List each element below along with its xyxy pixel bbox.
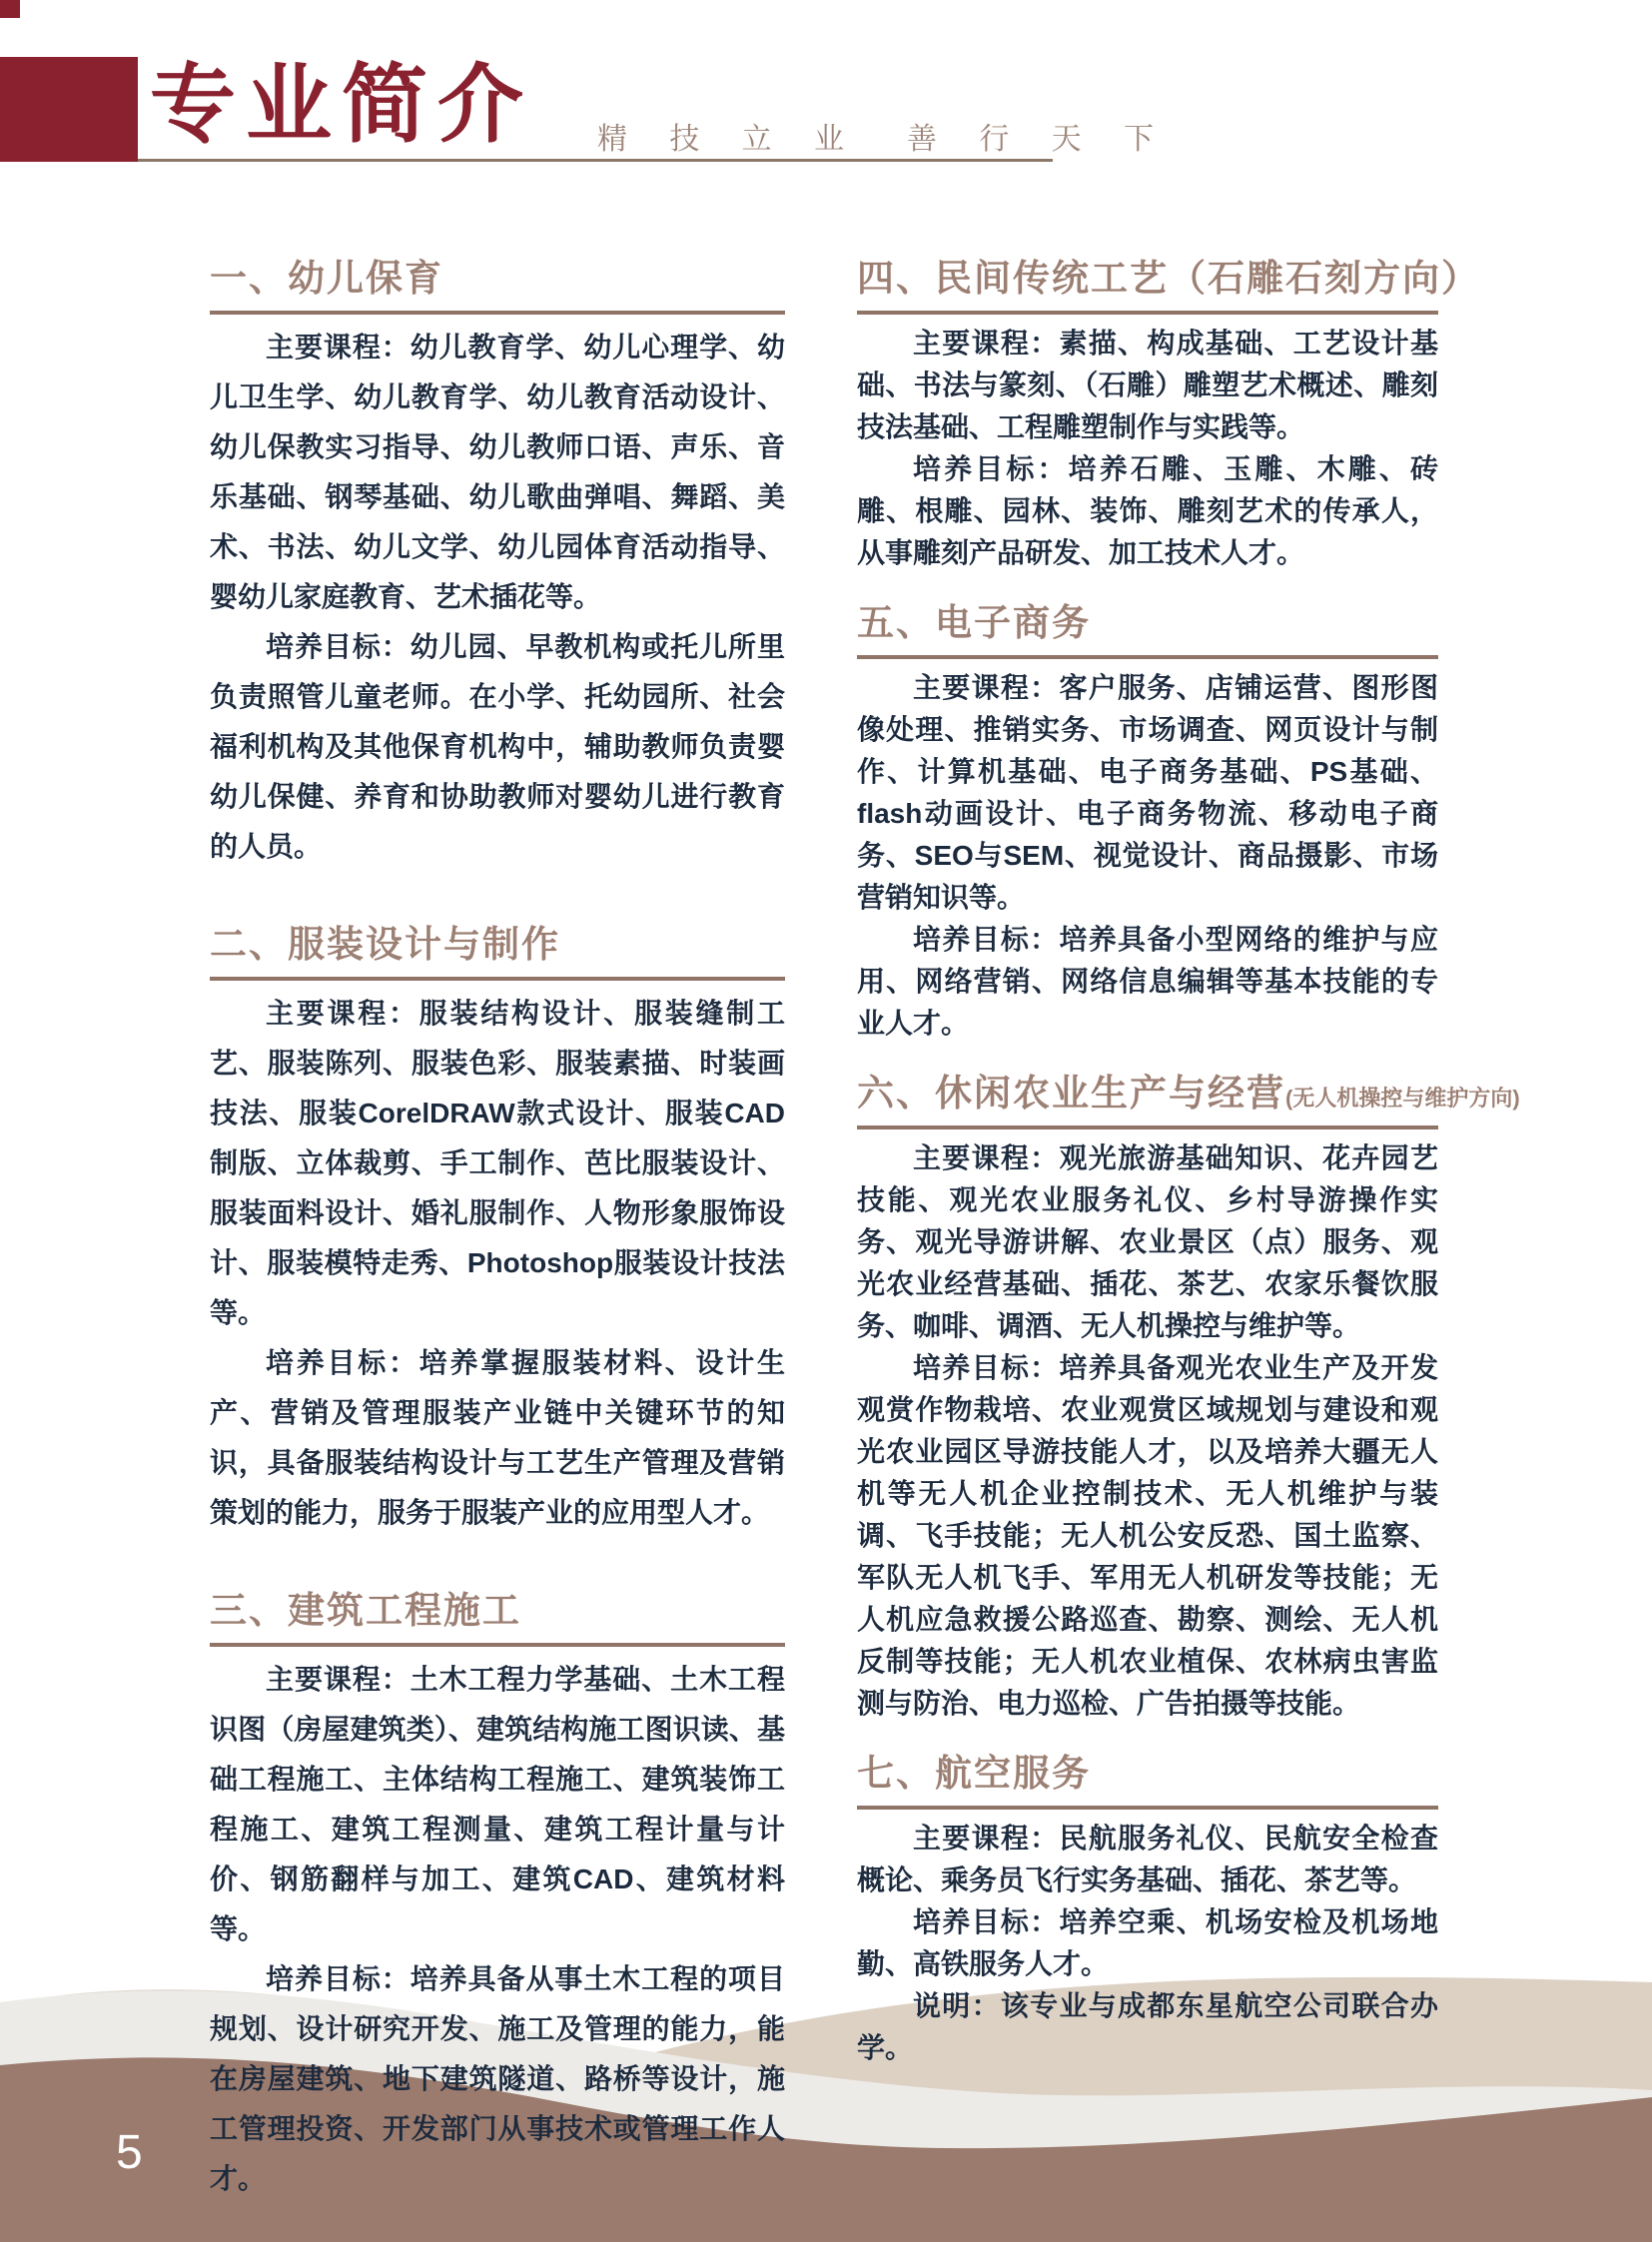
paragraph-label: 培养目标： <box>913 924 1060 955</box>
section-title-text: 三、建筑工程施工 <box>210 1590 521 1631</box>
section-paragraph <box>210 1655 785 1954</box>
section-paragraph <box>857 667 1438 919</box>
section-paragraph <box>210 1954 785 2204</box>
section-title <box>857 1753 1438 1810</box>
section-paragraph <box>857 1137 1438 1347</box>
major-section <box>210 1590 785 2204</box>
major-section <box>210 258 785 872</box>
paragraph-label: 培养目标： <box>913 1906 1060 1937</box>
section-paragraph <box>857 448 1438 574</box>
section-title-text: 七、航空服务 <box>857 1753 1091 1794</box>
section-paragraph <box>857 1901 1438 1985</box>
section-title-text: 六、休闲农业生产与经营 <box>857 1073 1285 1114</box>
major-section <box>210 924 785 1538</box>
paragraph-text: 服装结构设计、服装缝制工艺、服装陈列、服装色彩、服装素描、时装画技法、服装CorelDRAW款式设计、服装CAD制版、立体裁剪、手工制作、芭比服装设计、服装面料设计、婚礼服制作、人物形象服饰设计、服装模特走秀、Photoshop服装设计技法等。 <box>210 998 785 1328</box>
paragraph-text: 培养具备小型网络的维护与应用、网络营销、网络信息编辑等基本技能的专业人才。 <box>857 924 1438 1039</box>
school-slogan <box>597 114 1171 158</box>
section-body <box>210 989 785 1538</box>
section-body <box>857 1137 1438 1725</box>
paragraph-text: 幼儿园、早教机构或托儿所里负责照管儿童老师。在小学、托幼园所、社会福利机构及其他保育机构中，辅助教师负责婴幼儿保健、养育和协助教师对婴幼儿进行教育的人员。 <box>210 631 785 862</box>
major-section <box>857 258 1480 574</box>
section-paragraph <box>857 323 1438 448</box>
section-title-note: (无人机操控与维护方向) <box>1285 1086 1520 1111</box>
section-body <box>857 667 1438 1045</box>
page-title: 专业简介 <box>150 57 533 153</box>
paragraph-text: 土木工程力学基础、土木工程识图（房屋建筑类）、建筑结构施工图识读、基础工程施工、主体结构工程施工、建筑装饰工程施工、建筑工程测量、建筑工程计量与计价、钢筋翻样与加工、建筑CAD、建筑材料等。 <box>210 1664 785 1944</box>
section-title-text: 一、幼儿保育 <box>210 258 443 299</box>
paragraph-label: 培养目标： <box>266 1347 419 1378</box>
slogan-right: 善 行 天 下 <box>907 123 1172 156</box>
paragraph-label: 主要课程： <box>266 998 419 1029</box>
section-paragraph <box>857 919 1438 1045</box>
slogan-left: 精 技 立 业 <box>597 123 862 156</box>
section-title <box>210 924 785 981</box>
section-body <box>857 323 1438 574</box>
section-paragraph <box>210 989 785 1338</box>
section-paragraph <box>857 1818 1438 1901</box>
section-body <box>210 323 785 872</box>
section-title <box>210 258 785 315</box>
section-body <box>857 1818 1438 2069</box>
major-section <box>857 1753 1438 2069</box>
paragraph-label: 主要课程： <box>913 1142 1060 1173</box>
right-column <box>857 258 1520 2069</box>
paragraph-text: 观光旅游基础知识、花卉园艺技能、观光农业服务礼仪、乡村导游操作实务、观光导游讲解、农业景区（点）服务、观光农业经营基础、插花、茶艺、农家乐餐饮服务、咖啡、调酒、无人机操控与维护等。 <box>857 1142 1438 1341</box>
section-paragraph <box>210 622 785 872</box>
paragraph-label: 主要课程： <box>913 1823 1060 1854</box>
section-title <box>857 1073 1520 1129</box>
paragraph-label: 培养目标： <box>913 453 1069 484</box>
paragraph-label: 主要课程： <box>266 332 411 363</box>
page-number: 5 <box>116 2126 143 2179</box>
paragraph-text: 幼儿教育学、幼儿心理学、幼儿卫生学、幼儿教育学、幼儿教育活动设计、幼儿保教实习指导、幼儿教师口语、声乐、音乐基础、钢琴基础、幼儿歌曲弹唱、舞蹈、美术、书法、幼儿文学、幼儿园体育活动指导、婴幼儿家庭教育、艺术插花等。 <box>210 332 785 612</box>
major-section <box>857 602 1438 1045</box>
section-paragraph <box>210 1338 785 1538</box>
paragraph-label: 主要课程： <box>913 672 1060 703</box>
paragraph-text: 培养具备观光农业生产及开发观赏作物栽培、农业观赏区域规划与建设和观光农业园区导游技能人才，以及培养大疆无人机等无人机企业控制技术、无人机维护与装调、飞手技能；无人机公安反恐、国土监察、军队无人机飞手、军用无人机研发等技能；无人机应急救援公路巡查、勘察、测绘、无人机反制等技能；无人机农业植保、农林病虫害监测与防治、电力巡检、广告拍摄等技能。 <box>857 1352 1438 1719</box>
section-paragraph <box>857 1985 1438 2069</box>
corner-accent-block <box>0 0 20 18</box>
paragraph-text: 客户服务、店铺运营、图形图像处理、推销实务、市场调查、网页设计与制作、计算机基础、电子商务基础、PS基础、flash动画设计、电子商务物流、移动电子商务、SEO与SEM、视觉设计、商品摄影、市场营销知识等。 <box>857 672 1438 913</box>
paragraph-label: 说明： <box>913 1990 1001 2021</box>
paragraph-text: 素描、构成基础、工艺设计基础、书法与篆刻、（石雕）雕塑艺术概述、雕刻技法基础、工程雕塑制作与实践等。 <box>857 328 1438 442</box>
left-column <box>210 258 785 2204</box>
section-title-text: 五、电子商务 <box>857 602 1091 643</box>
paragraph-label: 主要课程： <box>913 328 1060 359</box>
paragraph-text: 培养掌握服装材料、设计生产、营销及管理服装产业链中关键环节的知识，具备服装结构设计与工艺生产管理及营销策划的能力，服务于服装产业的应用型人才。 <box>210 1347 785 1528</box>
paragraph-text: 培养空乘、机场安检及机场地勤、高铁服务人才。 <box>857 1906 1438 1979</box>
paragraph-text: 培养石雕、玉雕、木雕、砖雕、根雕、园林、装饰、雕刻艺术的传承人，从事雕刻产品研发、加工技术人才。 <box>857 453 1438 568</box>
section-title-text: 二、服装设计与制作 <box>210 924 560 965</box>
major-section <box>857 1073 1520 1725</box>
header-accent-block <box>0 57 138 162</box>
header-divider-line <box>138 159 1053 162</box>
paragraph-label: 培养目标： <box>266 1963 411 1994</box>
paragraph-text: 民航服务礼仪、民航安全检查概论、乘务员飞行实务基础、插花、茶艺等。 <box>857 1823 1438 1895</box>
paragraph-label: 主要课程： <box>266 1664 411 1695</box>
paragraph-label: 培养目标： <box>266 631 411 662</box>
section-paragraph <box>857 1347 1438 1725</box>
paragraph-text: 培养具备从事土木工程的项目规划、设计研究开发、施工及管理的能力，能在房屋建筑、地下建筑隧道、路桥等设计，施工管理投资、开发部门从事技术或管理工作人才。 <box>210 1963 785 2194</box>
paragraph-text: 该专业与成都东星航空公司联合办学。 <box>857 1990 1438 2063</box>
section-title <box>210 1590 785 1647</box>
section-paragraph <box>210 323 785 622</box>
section-title-text: 四、民间传统工艺（石雕石刻方向） <box>857 258 1480 299</box>
section-body <box>210 1655 785 2204</box>
section-title <box>857 258 1480 315</box>
section-title <box>857 602 1438 659</box>
paragraph-label: 培养目标： <box>913 1352 1060 1383</box>
